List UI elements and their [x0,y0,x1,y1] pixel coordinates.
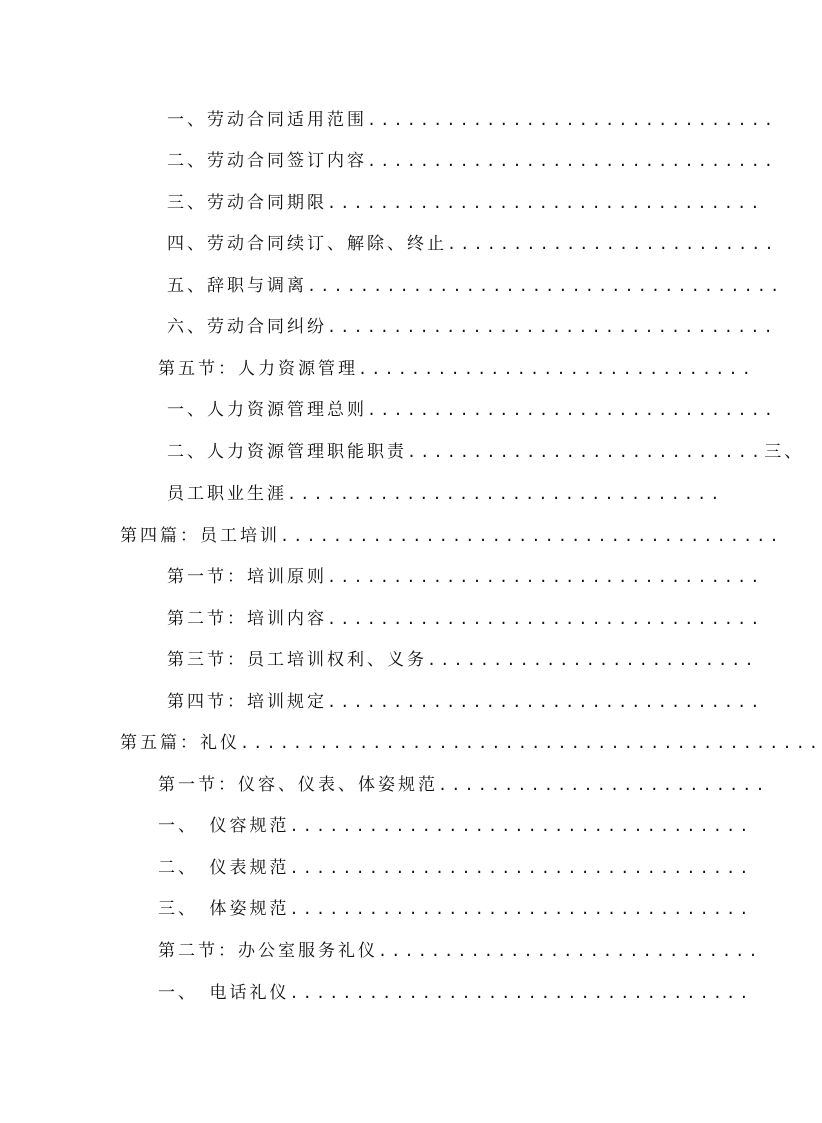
toc-leader-dots: ................................... [289,900,753,918]
toc-entry-label: 三、劳动合同期限 [167,193,327,213]
toc-entry-label: 三、 体姿规范 [158,899,290,919]
toc-leader-dots: ............................... [367,401,778,419]
toc-leader-dots: ............................................ [240,734,822,752]
toc-entry[interactable] [158,355,755,383]
toc-leader-dots: ......................... [438,776,769,794]
toc-entry[interactable] [167,106,778,134]
toc-entry-label: 二、劳动合同签订内容 [167,151,367,171]
toc-leader-dots: .................................... [307,277,784,295]
toc-leader-dots: ......................... [427,651,758,669]
toc-entry-label: 一、 电话礼仪 [158,983,290,1003]
toc-entry-label: 第四篇：员工培训 [120,526,280,546]
toc-entry[interactable] [158,979,753,1007]
toc-leader-dots: .............................. [358,360,755,378]
toc-leader-dots: ............................... [367,111,778,129]
toc-leader-dots: ........................... [407,443,765,461]
toc-entry-label: 第一节：培训原则 [167,567,327,587]
toc-entry-label: 第五节：人力资源管理 [158,359,358,379]
toc-entry[interactable] [167,396,778,424]
toc-entry-label: 第四节：培训规定 [167,692,327,712]
toc-entry[interactable] [120,729,822,757]
toc-entry[interactable] [167,646,758,674]
toc-entry-label: 员工职业生涯 [167,484,287,504]
toc-entry[interactable] [167,605,764,633]
toc-leader-dots: ................................... [289,859,753,877]
toc-entry[interactable] [167,189,764,217]
toc-leader-dots: ................................... [289,817,753,835]
toc-entry-label: 一、 仪容规范 [158,816,290,836]
toc-entry-label: 第五篇：礼仪 [120,733,240,753]
toc-leader-dots: ................................. [327,194,764,212]
toc-entry[interactable] [158,937,762,965]
toc-entry[interactable] [167,688,764,716]
toc-entry[interactable] [158,895,753,923]
toc-entry-label: 二、 仪表规范 [158,858,290,878]
toc-entry[interactable] [167,438,805,466]
toc-leader-dots: ................................... [289,984,753,1002]
toc-entry-label: 一、人力资源管理总则 [167,400,367,420]
toc-leader-dots: ................................. [327,610,764,628]
toc-entry[interactable] [158,771,769,799]
toc-leader-dots: ......................... [447,235,778,253]
toc-entry-label: 四、劳动合同续订、解除、终止 [167,234,447,254]
toc-entry-label: 第一节：仪容、仪表、体姿规范 [158,775,438,795]
toc-entry[interactable] [158,812,753,840]
toc-leader-dots: ............................... [367,152,778,170]
toc-entry-label: 第二节：培训内容 [167,609,327,629]
toc-entry-label: 第三节：员工培训权利、义务 [167,650,427,670]
toc-entry-label: 五、辞职与调离 [167,276,307,296]
toc-entry[interactable] [167,272,784,300]
toc-entry-label: 六、劳动合同纠纷 [167,317,327,337]
toc-entry[interactable] [167,313,777,341]
toc-entry[interactable] [167,480,724,508]
toc-entry[interactable] [167,563,764,591]
toc-entry-label: 第二节：办公室服务礼仪 [158,941,378,961]
toc-entry-label: 二、人力资源管理职能职责 [167,442,407,462]
toc-leader-dots: ................................. [327,693,764,711]
toc-leader-dots: ...................................... [280,527,783,545]
toc-entry[interactable] [167,230,778,258]
toc-entry[interactable] [120,522,783,550]
toc-entry-wrapped-prefix: 三、 [764,442,805,462]
toc-entry-label: 一、劳动合同适用范围 [167,110,367,130]
toc-entry[interactable] [167,147,778,175]
toc-leader-dots: .................................. [327,318,777,336]
toc-leader-dots: ............................. [378,942,762,960]
toc-entry[interactable] [158,854,753,882]
toc-leader-dots: ................................. [287,485,724,503]
toc-leader-dots: ................................. [327,568,764,586]
